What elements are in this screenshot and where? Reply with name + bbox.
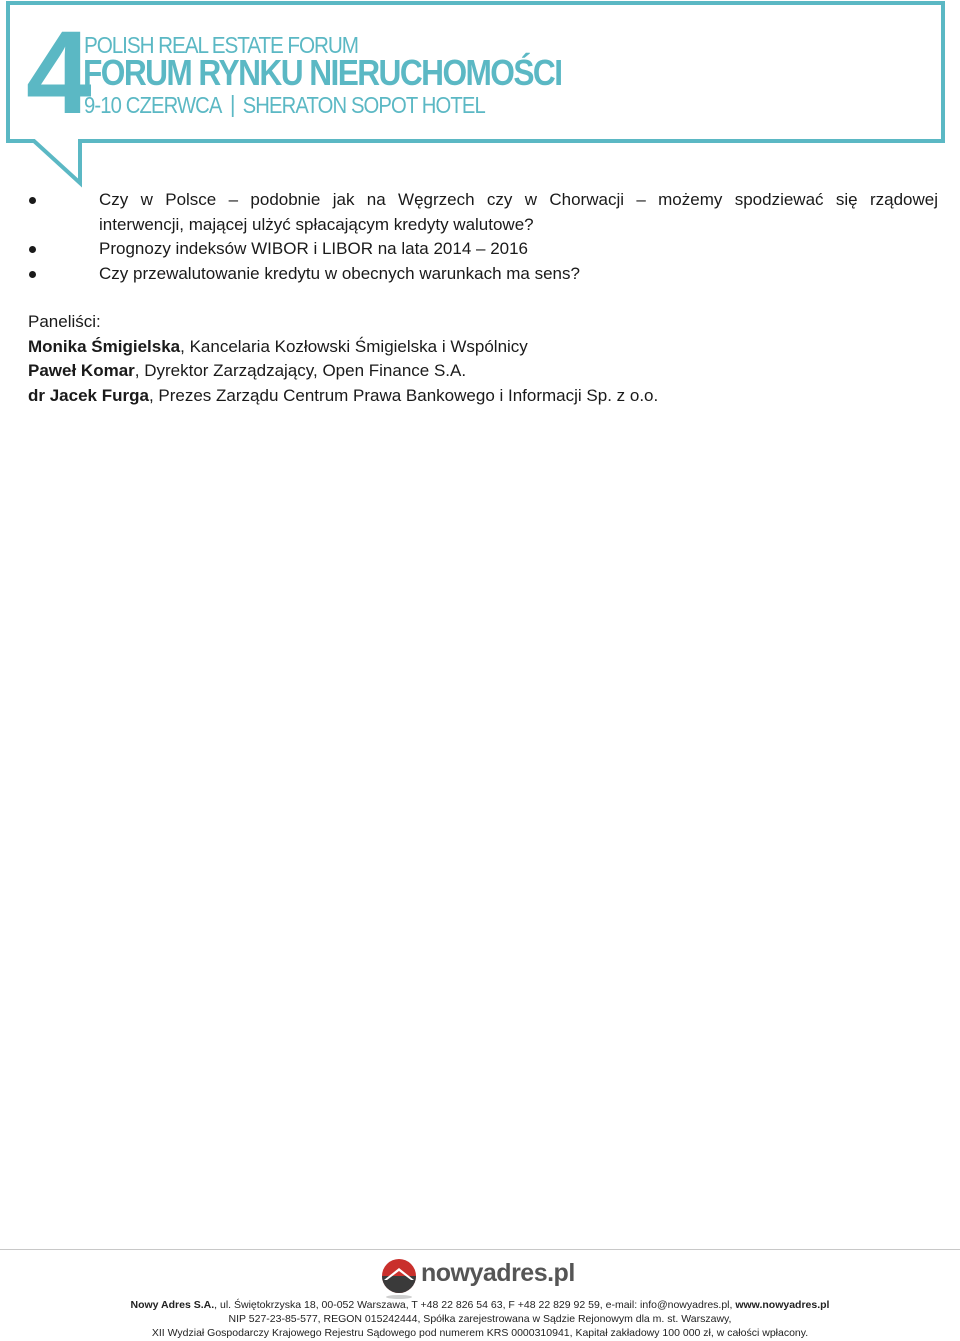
panelists-label: Paneliści: bbox=[28, 312, 101, 331]
list-item-line: interwencji, mającej ulżyć spłacającym kredyty walutowe? bbox=[99, 214, 534, 234]
logo-text: nowyadres.pl bbox=[421, 1259, 575, 1287]
list-item bbox=[28, 188, 938, 237]
panelist bbox=[28, 384, 938, 409]
forum-date-venue bbox=[84, 92, 485, 118]
footer-line-2: NIP 527-23-85-577, REGON 015242444, Spółka zarejestrowana w Sądzie Rejonowym dla m. st. Warszawy, bbox=[228, 1313, 732, 1325]
company-website: www.nowyadres.pl bbox=[735, 1299, 830, 1311]
company-name: Nowy Adres S.A. bbox=[130, 1299, 215, 1311]
separator bbox=[232, 95, 234, 117]
footer-line-1 bbox=[0, 1298, 960, 1312]
event-banner bbox=[0, 0, 960, 190]
list-item: Prognozy indeksów WIBOR i LIBOR na lata 2014 – 2016 bbox=[28, 237, 938, 262]
panelist-name: dr Jacek Furga bbox=[28, 385, 149, 405]
forum-polish-title: FORUM RYNKU NIERUCHOMOŚCI bbox=[83, 52, 562, 93]
company-logo bbox=[381, 1256, 581, 1300]
panelist-name: Paweł Komar bbox=[28, 361, 135, 380]
panelist-role: , Prezes Zarządu Centrum Prawa Bankowego i Informacji Sp. z o.o. bbox=[148, 385, 659, 405]
footer-divider bbox=[0, 1249, 960, 1250]
panelist-role: , Dyrektor Zarządzający, Open Finance S.A. bbox=[134, 361, 467, 380]
footer-line-3: XII Wydział Gospodarczy Krajowego Rejestru Sądowego pod numerem KRS 0000310941, Kapitał zakładowy 100 000 zł, w całości wpłacony. bbox=[151, 1327, 809, 1339]
company-address: , ul. Świętokrzyska 18, 00-052 Warszawa, T +48 22 826 54 63, F +48 22 829 92 59, e-mail: info@nowyadres.pl, bbox=[214, 1299, 736, 1311]
document-body bbox=[28, 188, 938, 408]
topic-list bbox=[28, 188, 938, 286]
panelist-role: , Kancelaria Kozłowski Śmigielska i Wspólnicy bbox=[180, 336, 528, 356]
logo-mark-icon bbox=[381, 1256, 417, 1300]
list-item: Czy przewalutowanie kredytu w obecnych warunkach ma sens? bbox=[28, 262, 938, 287]
panelist bbox=[28, 335, 938, 360]
panelists-section bbox=[28, 310, 938, 408]
list-item-line: Czy w Polsce – podobnie jak na Węgrzech czy w Chorwacji – możemy spodziewać się rządowej bbox=[99, 190, 938, 209]
edition-number: 4 bbox=[26, 7, 88, 139]
panelist bbox=[28, 359, 938, 384]
forum-english-title: POLISH REAL ESTATE FORUM bbox=[84, 32, 358, 58]
company-details bbox=[0, 1298, 960, 1340]
panelist-name: Monika Śmigielska bbox=[28, 336, 181, 356]
forum-date: 9-10 CZERWCA bbox=[84, 92, 222, 118]
forum-venue: SHERATON SOPOT HOTEL bbox=[242, 92, 485, 118]
